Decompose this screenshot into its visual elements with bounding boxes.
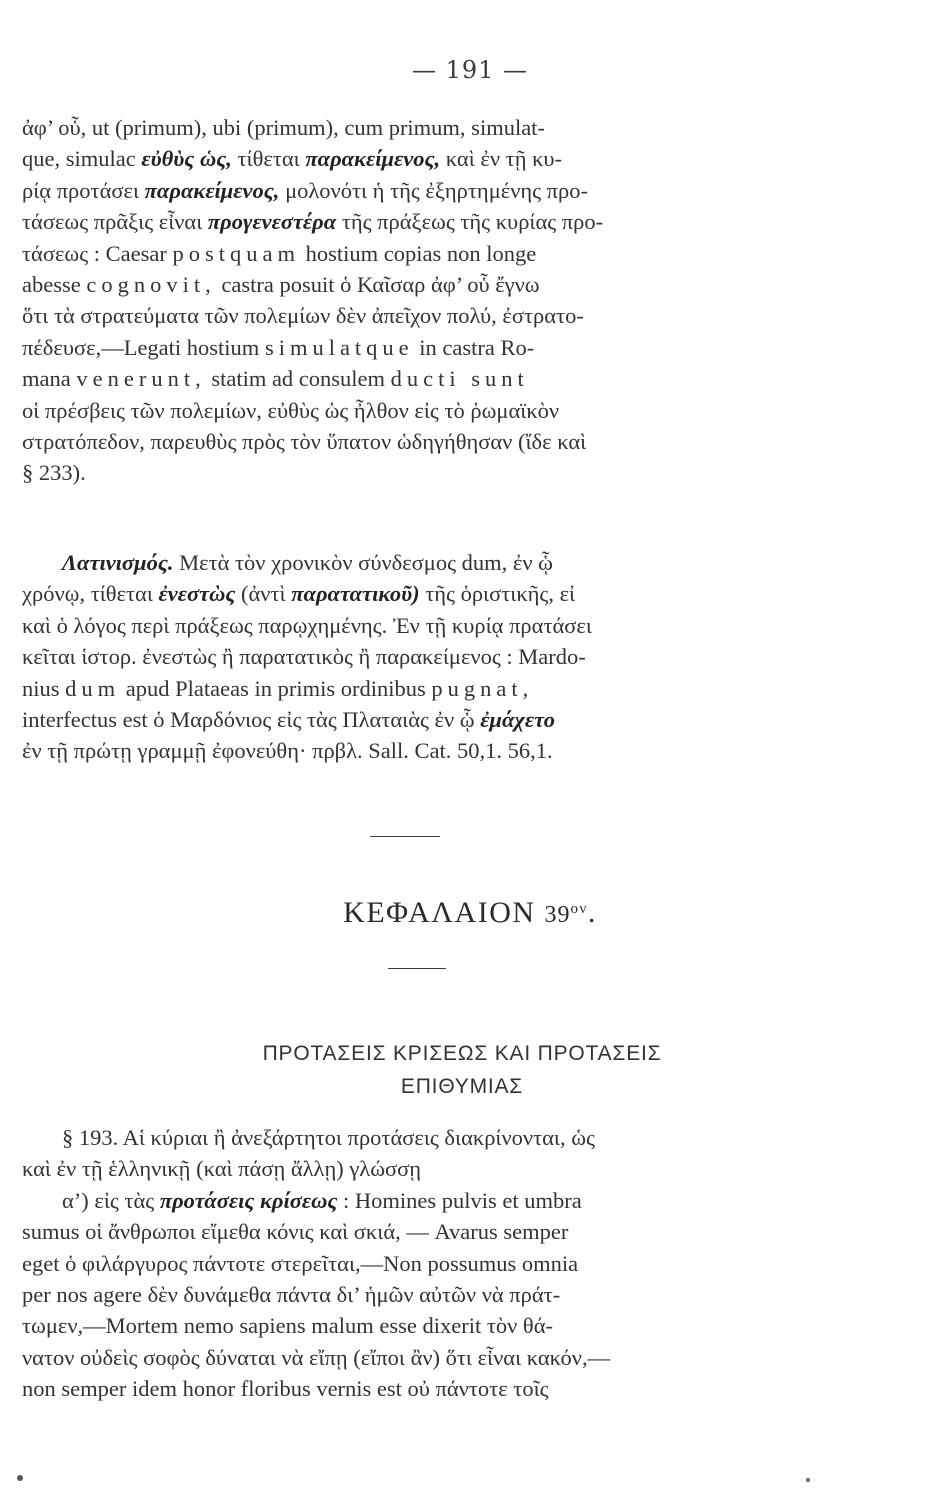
text-run: τῆς ὁριστικῆς, εἰ: [419, 581, 576, 607]
text-run: ἐν τῇ πρώτῃ γραμμῇ ἐφονεύθη· πρβλ. Sall. Cat. 50,1. 56,1.: [22, 738, 553, 764]
print-speck: [17, 1475, 23, 1481]
spaced-verb: postquam: [172, 240, 300, 266]
text-line: [22, 363, 822, 394]
spaced-verb: simulatque: [264, 334, 414, 360]
paragraph-193: [22, 1122, 822, 1405]
text-run: eget ὁ φιλάργυρος πάντοτε στερεῖται,—Non possumus omnia: [22, 1250, 579, 1276]
text-run: que, simulac: [22, 146, 142, 172]
emphasized-term: εὐθὺς ὡς,: [141, 146, 232, 172]
text-run: hostium copias non longe: [299, 240, 537, 266]
text-line: [22, 1216, 822, 1247]
text-line: [22, 395, 822, 426]
text-line: [22, 300, 822, 331]
text-run: χρόνῳ, τίθεται: [22, 581, 159, 607]
text-run: ρίᾳ προτάσει: [22, 177, 145, 203]
text-run: νατον οὐδεὶς σοφὸς δύναται νὰ εἴπῃ (εἴποι ἂν) ὅτι εἶναι κακόν,—: [22, 1344, 611, 1370]
text-run: sumus οἱ ἄνθρωποι εἴμεθα κόνις καὶ σκιά, — Avarus semper: [22, 1219, 569, 1245]
text-run: : Homines pulvis et umbra: [337, 1187, 582, 1213]
text-run: τάσεως πρᾶξις εἶναι: [22, 209, 208, 235]
text-run: § 193. Αἱ κύριαι ἢ ἀνεξάρτητοι προτάσεις διακρίνονται, ὡς: [62, 1125, 595, 1150]
text-run: καὶ ἐν τῇ κυ-: [440, 146, 563, 172]
chapter-heading-period: .: [587, 896, 597, 929]
emphasized-term: προγενεστέρα: [207, 209, 337, 235]
text-run: ἀφ’ οὗ, ut (primum), ubi (primum), cum primum, simulat-: [22, 115, 545, 140]
text-run: στρατόπεδον, παρευθὺς πρὸς τὸν ὕπατον ὡδηγήθησαν (ἴδε καὶ: [22, 429, 587, 455]
text-line: [22, 206, 822, 237]
text-run: abesse: [22, 272, 87, 298]
chapter-divider: [388, 968, 446, 969]
text-run: καὶ ἐν τῇ ἑλληνικῇ (καὶ πάσῃ ἄλλῃ) γλώσσῃ: [22, 1156, 422, 1182]
text-line: [22, 704, 822, 735]
text-line: [22, 238, 822, 269]
text-line: [22, 143, 822, 174]
text-line: [22, 1185, 822, 1216]
chapter-title: ΚΕΦΑΛΑΙΟΝ: [343, 896, 536, 929]
emphasized-term: ἐμάχετο: [480, 707, 555, 733]
text-run: per nos agere δὲν δυνάμεθα πάντα δι’ ἡμῶν αὐτῶν νὰ πράτ-: [22, 1282, 561, 1308]
text-line: [22, 1153, 822, 1184]
text-run: οἱ πρέσβεις τῶν πολεμίων, εὐθὺς ὡς ἦλθον εἰς τὸ ῥωμαϊκὸν: [22, 397, 560, 423]
emphasized-term: παρακείμενος,: [144, 177, 280, 203]
text-line: [22, 426, 822, 457]
print-speck: [806, 1478, 810, 1482]
text-run: apud Plataeas in primis ordinibus: [120, 675, 432, 701]
text-line: [22, 673, 822, 704]
text-run: α’) εἰς τὰς: [62, 1187, 160, 1213]
spaced-verb: cognovit,: [86, 272, 216, 298]
emphasized-term: παρακείμενος,: [305, 146, 441, 172]
text-run: mana: [22, 366, 77, 392]
text-line: [22, 1279, 822, 1310]
chapter-subtitle-line-2: ΕΠΙΘΥΜΙΑΣ: [400, 1075, 524, 1098]
text-run: τάσεως : Caesar: [22, 240, 173, 266]
section-divider: [370, 836, 440, 837]
chapter-subtitle-line-1: ΠΡΟΤΑΣΕΙΣ ΚΡΙΣΕΩΣ ΚΑΙ ΠΡΟΤΑΣΕΙΣ: [262, 1042, 662, 1065]
text-run: (ἀντὶ: [235, 581, 292, 607]
spaced-verb: venerunt,: [76, 366, 206, 392]
text-run: nius: [22, 675, 66, 701]
text-run: τωμεν,—Mortem nemo sapiens malum esse dixerit τὸν θά-: [22, 1313, 553, 1339]
text-run: κεῖται ἱστορ. ἐνεστὼς ἢ παρατατικὸς ἢ παρακείμενος : Mardo-: [22, 644, 586, 670]
text-line: [22, 332, 822, 363]
text-run: castra posuit ὁ Καῖσαρ ἀφ’ οὗ ἔγνω: [215, 272, 540, 298]
text-run: τῆς πράξεως τῆς κυρίας προ-: [336, 209, 604, 235]
text-run: interfectus est ὁ Μαρδόνιος εἰς τὰς Πλαταιὰς ἐν ᾧ: [22, 707, 481, 733]
text-line: [22, 457, 822, 488]
chapter-number: 39: [544, 902, 571, 928]
text-line: [22, 269, 822, 300]
text-run: ὅτι τὰ στρατεύματα τῶν πολεμίων δὲν ἀπεῖχον πολύ, ἐστρατο-: [22, 303, 584, 329]
text-run: statim ad consulem: [205, 366, 391, 392]
spaced-verb: dum: [65, 675, 121, 701]
text-line: [22, 547, 822, 578]
spaced-verb: pugnat,: [431, 675, 534, 701]
text-line: [22, 735, 822, 766]
text-line: [22, 641, 822, 672]
text-line: [22, 610, 822, 641]
text-run: τίθεται: [231, 146, 306, 172]
chapter-number-suffix: ον: [570, 901, 588, 917]
paragraph-postquam: [22, 112, 822, 489]
text-run: πέδευσε,—Legati hostium: [22, 334, 265, 360]
text-line: [22, 1310, 822, 1341]
text-run: non semper idem honor floribus vernis est οὐ πάντοτε τοῖς: [22, 1376, 549, 1402]
text-line: [22, 1342, 822, 1373]
chapter-heading: [0, 896, 940, 930]
emphasized-term: προτάσεις κρίσεως: [159, 1187, 338, 1213]
emphasized-term: Λατινισμός.: [62, 550, 174, 575]
text-line: [22, 175, 822, 206]
page-number: — 191 —: [411, 56, 529, 84]
text-run: καὶ ὁ λόγος περὶ πράξεως παρῳχημένης. Ἐν τῇ κυρίᾳ πρατάσει: [22, 612, 592, 638]
paragraph-latinismos: [22, 547, 822, 767]
emphasized-term: ἐνεστὼς: [158, 581, 236, 607]
text-line: [22, 1373, 822, 1404]
text-run: § 233).: [22, 460, 86, 486]
text-line: [22, 1248, 822, 1279]
text-run: Μετὰ τὸν χρονικὸν σύνδεσμος dum, ἐν ᾧ: [173, 550, 553, 575]
spaced-verb: ducti sunt: [390, 366, 529, 392]
emphasized-term: παρατατικοῦ): [291, 581, 420, 607]
text-line: [22, 578, 822, 609]
text-run: in castra Ro-: [413, 334, 535, 360]
text-run: μολονότι ἡ τῆς ἐξηρτημένης προ-: [279, 177, 589, 203]
text-line: [22, 1122, 822, 1153]
text-line: [22, 112, 822, 143]
